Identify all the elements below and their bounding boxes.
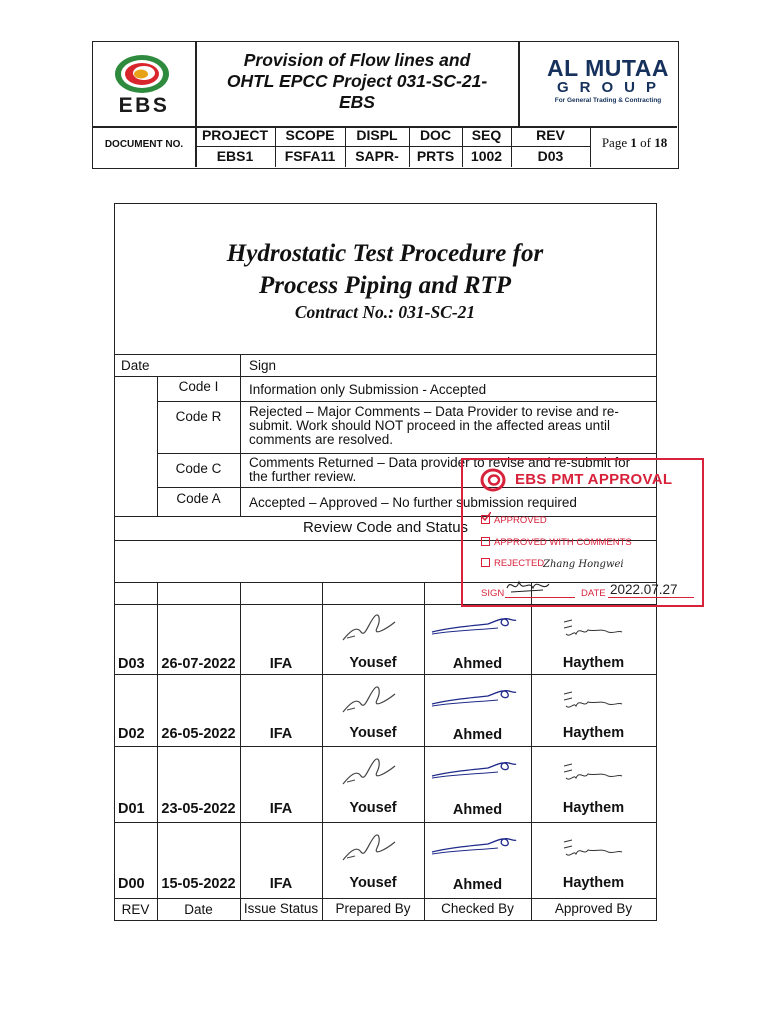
rev-date: 23-05-2022 xyxy=(161,801,236,817)
rev-date: 26-07-2022 xyxy=(161,656,236,672)
ebs-logo-text: EBS xyxy=(118,94,170,117)
approved-signature-icon xyxy=(558,834,628,864)
check-icon xyxy=(481,512,491,522)
approved-signature-icon xyxy=(558,614,628,644)
doc-value: PRTS xyxy=(416,148,455,164)
prepared-signature-icon xyxy=(335,608,405,648)
document-no-label: DOCUMENT NO. xyxy=(104,139,184,150)
stamp-sign-label: SIGN xyxy=(481,588,505,599)
code-a-description: Accepted – Approved – No further submission required xyxy=(249,495,577,510)
date-label: Date xyxy=(121,358,150,373)
stamp-option-approved-with-comments: APPROVED WITH COMMENTS xyxy=(481,537,632,548)
stamp-option-approved: APPROVED xyxy=(481,515,547,526)
contract-number: Contract No.: 031-SC-21 xyxy=(294,302,476,322)
checked-by: Ahmed xyxy=(452,802,503,818)
checkbox-checked-icon xyxy=(481,515,490,524)
displ-label: DISPL xyxy=(356,127,398,143)
prepared-signature-icon xyxy=(335,752,405,792)
checked-by: Ahmed xyxy=(452,877,503,893)
code-a: Code A xyxy=(176,491,221,506)
page-indicator: Page 1 of 18 xyxy=(601,135,668,150)
sign-label: Sign xyxy=(249,358,277,373)
doc-label: DOC xyxy=(419,127,452,143)
ebs-stamp-logo-icon xyxy=(479,467,507,493)
stamp-date-value: 2022.07.27 xyxy=(610,582,678,597)
approved-signature-icon xyxy=(558,686,628,716)
rev-code: D00 xyxy=(118,876,145,892)
prepared-by: Yousef xyxy=(349,800,397,816)
col-header-issue-status: Issue Status xyxy=(243,901,319,916)
project-title: Provision of Flow lines and OHTL EPCC Project 031-SC-21- EBS xyxy=(226,50,488,112)
contractor-tagline: For General Trading & Contracting xyxy=(554,97,662,104)
prepared-by: Yousef xyxy=(349,725,397,741)
scope-label: SCOPE xyxy=(285,127,335,143)
scope-value: FSFA11 xyxy=(284,148,336,164)
code-i-description: Information only Submission - Accepted xyxy=(249,382,487,397)
contractor-group: GROUP xyxy=(556,79,667,96)
rev-status: IFA xyxy=(269,726,293,742)
rev-code: D03 xyxy=(118,656,145,672)
prepared-by: Yousef xyxy=(349,655,397,671)
stamp-option-rejected: REJECTED xyxy=(481,558,544,569)
code-c-description: Comments Returned – Data provider to revise and re-submit for the further review. xyxy=(249,455,631,484)
col-header-prepared-by: Prepared By xyxy=(335,901,411,916)
rev-date: 26-05-2022 xyxy=(161,726,236,742)
checked-signature-icon xyxy=(428,832,520,862)
prepared-by: Yousef xyxy=(349,875,397,891)
seq-label: SEQ xyxy=(471,127,502,143)
approved-by: Haythem xyxy=(562,655,625,671)
col-header-approved-by: Approved By xyxy=(554,901,633,916)
code-i: Code I xyxy=(178,379,219,394)
checkbox-icon xyxy=(481,558,490,567)
checked-by: Ahmed xyxy=(452,656,503,672)
checked-signature-icon xyxy=(428,684,520,714)
code-c: Code C xyxy=(175,461,222,476)
rev-date: 15-05-2022 xyxy=(161,876,236,892)
contractor-name: AL MUTAA xyxy=(547,55,669,81)
rev-status: IFA xyxy=(269,876,293,892)
rev-code: D02 xyxy=(118,726,145,742)
rev-status: IFA xyxy=(269,656,293,672)
stamp-title: EBS PMT APPROVAL xyxy=(515,471,673,488)
rev-label: REV xyxy=(536,127,565,143)
displ-value: SAPR- xyxy=(355,148,399,164)
checked-signature-icon xyxy=(428,756,520,786)
code-r: Code R xyxy=(175,409,222,424)
col-header-rev: REV xyxy=(121,902,150,917)
review-status-heading: Review Code and Status xyxy=(302,519,469,536)
approved-by: Haythem xyxy=(562,875,625,891)
stamp-signer-name: Zhang Hongwei xyxy=(543,559,624,570)
prepared-signature-icon xyxy=(335,828,405,868)
approved-by: Haythem xyxy=(562,725,625,741)
project-label: PROJECT xyxy=(201,127,269,143)
stamp-date-label: DATE xyxy=(581,588,606,599)
project-value: EBS1 xyxy=(216,148,254,164)
checked-signature-icon xyxy=(428,612,520,642)
checkbox-icon xyxy=(481,537,490,546)
stamp-signature-icon xyxy=(503,574,558,598)
contractor-logo xyxy=(538,56,678,105)
ebs-swirl-icon xyxy=(93,42,195,98)
document-title-line2: Process Piping and RTP xyxy=(258,272,512,299)
approved-by: Haythem xyxy=(562,800,625,816)
document-header xyxy=(92,41,679,169)
rev-value: D03 xyxy=(537,148,564,164)
rev-status: IFA xyxy=(269,801,293,817)
prepared-signature-icon xyxy=(335,680,405,720)
rev-code: D01 xyxy=(118,801,145,817)
col-header-checked-by: Checked By xyxy=(441,901,514,916)
col-header-date: Date xyxy=(184,902,213,917)
seq-value: 1002 xyxy=(470,148,503,164)
code-r-description: Rejected – Major Comments – Data Provider to revise and re- submit. Work should NOT proceed in the affected areas until comments are resolved. xyxy=(249,404,619,447)
document-title-line1: Hydrostatic Test Procedure for xyxy=(226,240,544,267)
checked-by: Ahmed xyxy=(452,727,503,743)
approved-signature-icon xyxy=(558,758,628,788)
ebs-logo xyxy=(93,42,195,126)
